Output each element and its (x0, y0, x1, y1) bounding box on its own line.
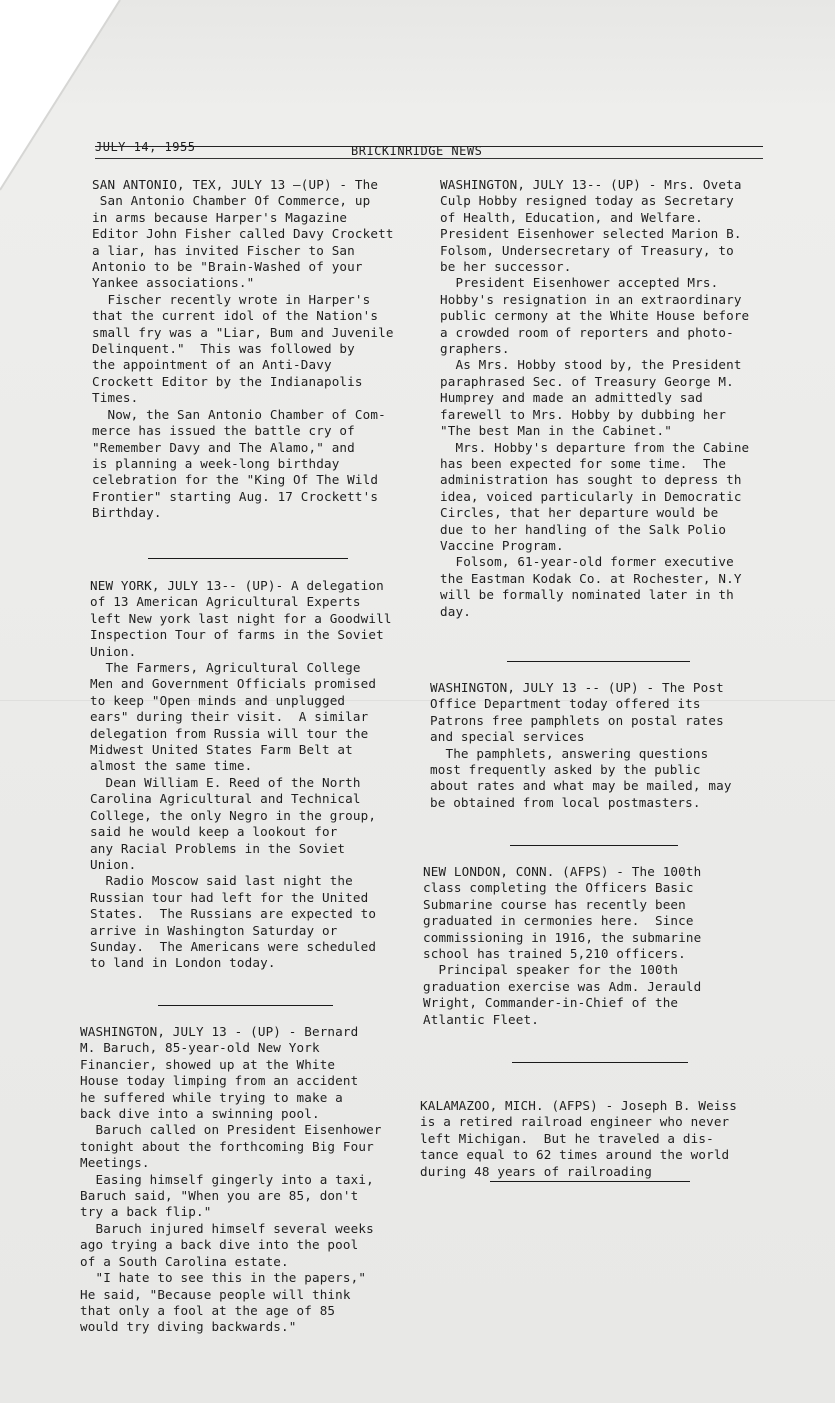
article-washington-baruch: WASHINGTON, JULY 13 - (UP) - Bernard M. Baruch, 85-year-old New York Financier, showed up at the White House today limping from an accident he suffered while trying to make a back dive into a swinning pool. Baruch called on President Eisenhower tonight about the forthcoming Big Four Meetings. Easing himself gingerly into a taxi, Baruch said, "When you are 85, don't try a back flip." Baruch injured himself several weeks ago trying a back dive into the pool of a South Carolina estate. "I hate to see this in the papers," He said, "Because people will think that only a fool at the age of 85 would try diving backwards." (80, 1024, 382, 1335)
article-divider (510, 845, 678, 846)
article-divider (507, 661, 690, 662)
article-divider (490, 1181, 690, 1182)
article-washington-hobby: WASHINGTON, JULY 13-- (UP) - Mrs. Oveta Culp Hobby resigned today as Secretary of Health, Education, and Welfare. President Eisenhower selected Marion B. Folsom, Undersecretary of Treasury, to be her successor. President Eisenhower accepted Mrs. Hobby's resignation in an extraordinary public cermony at the White House before a crowded room of reporters and photo- graphers. As Mrs. Hobby stood by, the President paraphrased Sec. of Treasury George M. Humprey and made an admittedly sad farewell to Mrs. Hobby by dubbing her "The best Man in the Cabinet." Mrs. Hobby's departure from the Cabine has been expected for some time. The administration has sought to depress th idea, voiced particularly in Democratic Circles, that her departure would be due to her handling of the Salk Polio Vaccine Program. Folsom, 61-year-old former executive the Eastman Kodak Co. at Rochester, N.Y will be formally nominated later in th day. (440, 177, 750, 619)
article-new-york: NEW YORK, JULY 13-- (UP)- A delegation of 13 American Agricultural Experts left New york last night for a Goodwill Inspection Tour of farms in the Soviet Union. The Farmers, Agricultural College Men and Government Officials promised to keep "Open minds and unplugged ears" during their visit. A similar delegation from Russia will tour the Midwest United States Farm Belt at almost the same time. Dean William E. Reed of the North Carolina Agricultural and Technical College, the only Negro in the group, said he would keep a lookout for any Racial Problems in the Soviet Union. Radio Moscow said last night the Russian tour had left for the United States. The Russians are expected to arrive in Washington Saturday or Sunday. The Americans were scheduled to land in London today. (90, 578, 392, 971)
article-kalamazoo: KALAMAZOO, MICH. (AFPS) - Joseph B. Weiss is a retired railroad engineer who never left Michigan. But he traveled a dis- tance equal to 62 times around the world during 48 years of railroading (420, 1098, 738, 1179)
article-san-antonio: SAN ANTONIO, TEX, JULY 13 —(UP) - The San Antonio Chamber Of Commerce, up in arms because Harper's Magazine Editor John Fisher called Davy Crockett a liar, has invited Fischer to San Antonio to be "Brain-Washed of your Yankee associations." Fischer recently wrote in Harper's that the current idol of the Nation's small fry was a "Liar, Bum and Juvenile Delinquent." This was followed by the appointment of an Anti-Davy Crockett Editor by the Indianapolis Times. Now, the San Antonio Chamber of Com- merce has issued the battle cry of "Remember Davy and The Alamo," and is planning a week-long birthday celebration for the "King Of The Wild Frontier" starting Aug. 17 Crockett's Birthday. (92, 177, 394, 521)
paper-name: BRICKINRIDGE NEWS (351, 144, 483, 158)
article-new-london: NEW LONDON, CONN. (AFPS) - The 100th class completing the Officers Basic Submarine course has recently been graduated in cermonies here. Since commissioning in 1916, the submarine school has trained 5,210 officers. Principal speaker for the 100th graduation exercise was Adm. Jerauld Wright, Commander-in-Chief of the Atlantic Fleet. (423, 864, 702, 1027)
folded-corner-shadow (0, 0, 835, 200)
header-rule-lower (95, 158, 763, 159)
issue-date: JULY 14, 1955 (95, 140, 196, 154)
header-rule (95, 146, 763, 147)
article-divider (158, 1005, 333, 1006)
masthead (95, 138, 763, 160)
article-divider (148, 558, 348, 559)
article-divider (512, 1062, 688, 1063)
article-washington-post-office: WASHINGTON, JULY 13 -- (UP) - The Post Office Department today offered its Patrons free pamphlets on postal rates and special services The pamphlets, answering questions most frequently asked by the public about rates and what may be mailed, may be obtained from local postmasters. (430, 680, 732, 810)
paper-fold-line (0, 700, 835, 701)
